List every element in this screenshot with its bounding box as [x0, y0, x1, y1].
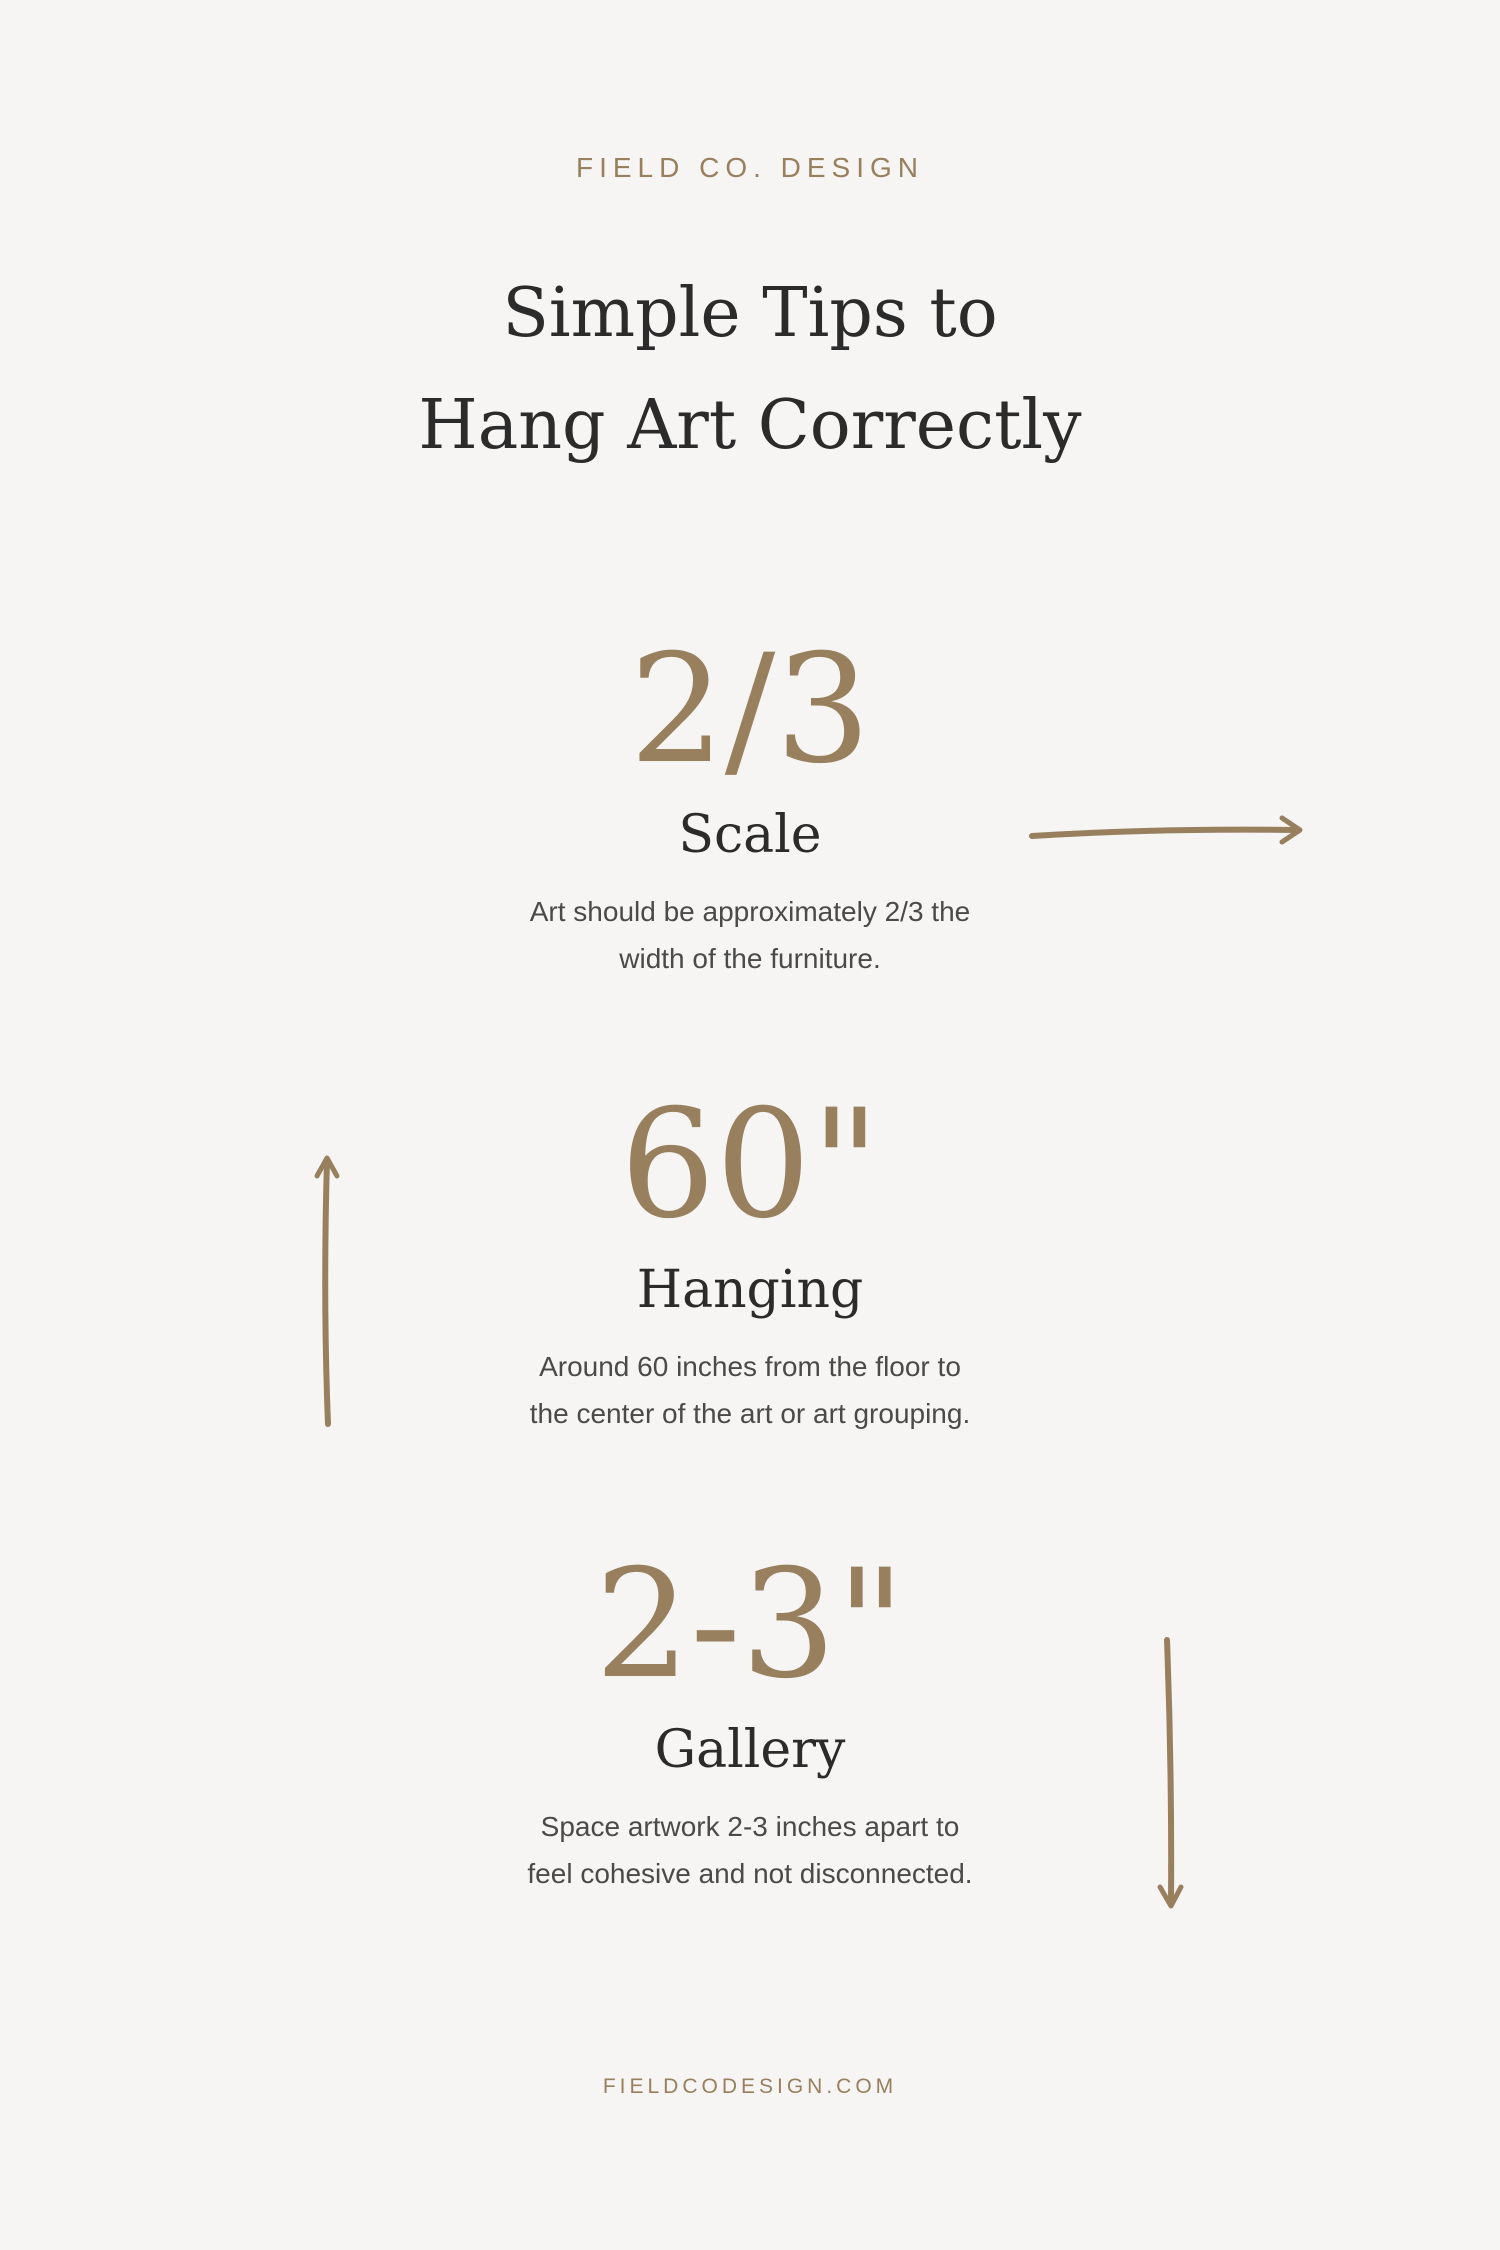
brand-name: FIELD CO. DESIGN	[575, 152, 925, 183]
arrow-right-icon	[1020, 808, 1310, 858]
tip-description	[490, 1343, 1010, 1437]
tip-description	[490, 1803, 1010, 1897]
footer-website: FIELDCODESIGN.COM	[602, 2075, 898, 2098]
tip-hanging	[0, 1078, 1500, 1437]
tip-figure: 60"	[620, 1078, 880, 1252]
tip-desc-line: Art should be approximately 2/3 the	[529, 896, 971, 927]
title-line-2: Hang Art Correctly	[418, 386, 1082, 465]
tip-figure: 2/3	[629, 623, 871, 797]
tip-scale	[0, 623, 1500, 982]
tip-figure: 2-3"	[594, 1538, 906, 1712]
tip-gallery	[0, 1538, 1500, 1897]
tip-heading: Scale	[678, 805, 822, 865]
page-title	[0, 258, 1500, 482]
tip-desc-line: Around 60 inches from the floor to	[539, 1351, 961, 1382]
arrow-down-icon	[1145, 1632, 1195, 1917]
arrow-up-icon	[305, 1148, 355, 1433]
tip-heading: Hanging	[636, 1260, 864, 1320]
tip-heading: Gallery	[654, 1720, 846, 1780]
tip-desc-line: feel cohesive and not disconnected.	[527, 1858, 973, 1889]
title-line-1: Simple Tips to	[502, 274, 998, 353]
tip-desc-line: the center of the art or art grouping.	[529, 1398, 971, 1429]
tip-desc-line: Space artwork 2-3 inches apart to	[540, 1811, 960, 1842]
tip-description	[490, 888, 1010, 982]
tip-desc-line: width of the furniture.	[619, 943, 881, 974]
